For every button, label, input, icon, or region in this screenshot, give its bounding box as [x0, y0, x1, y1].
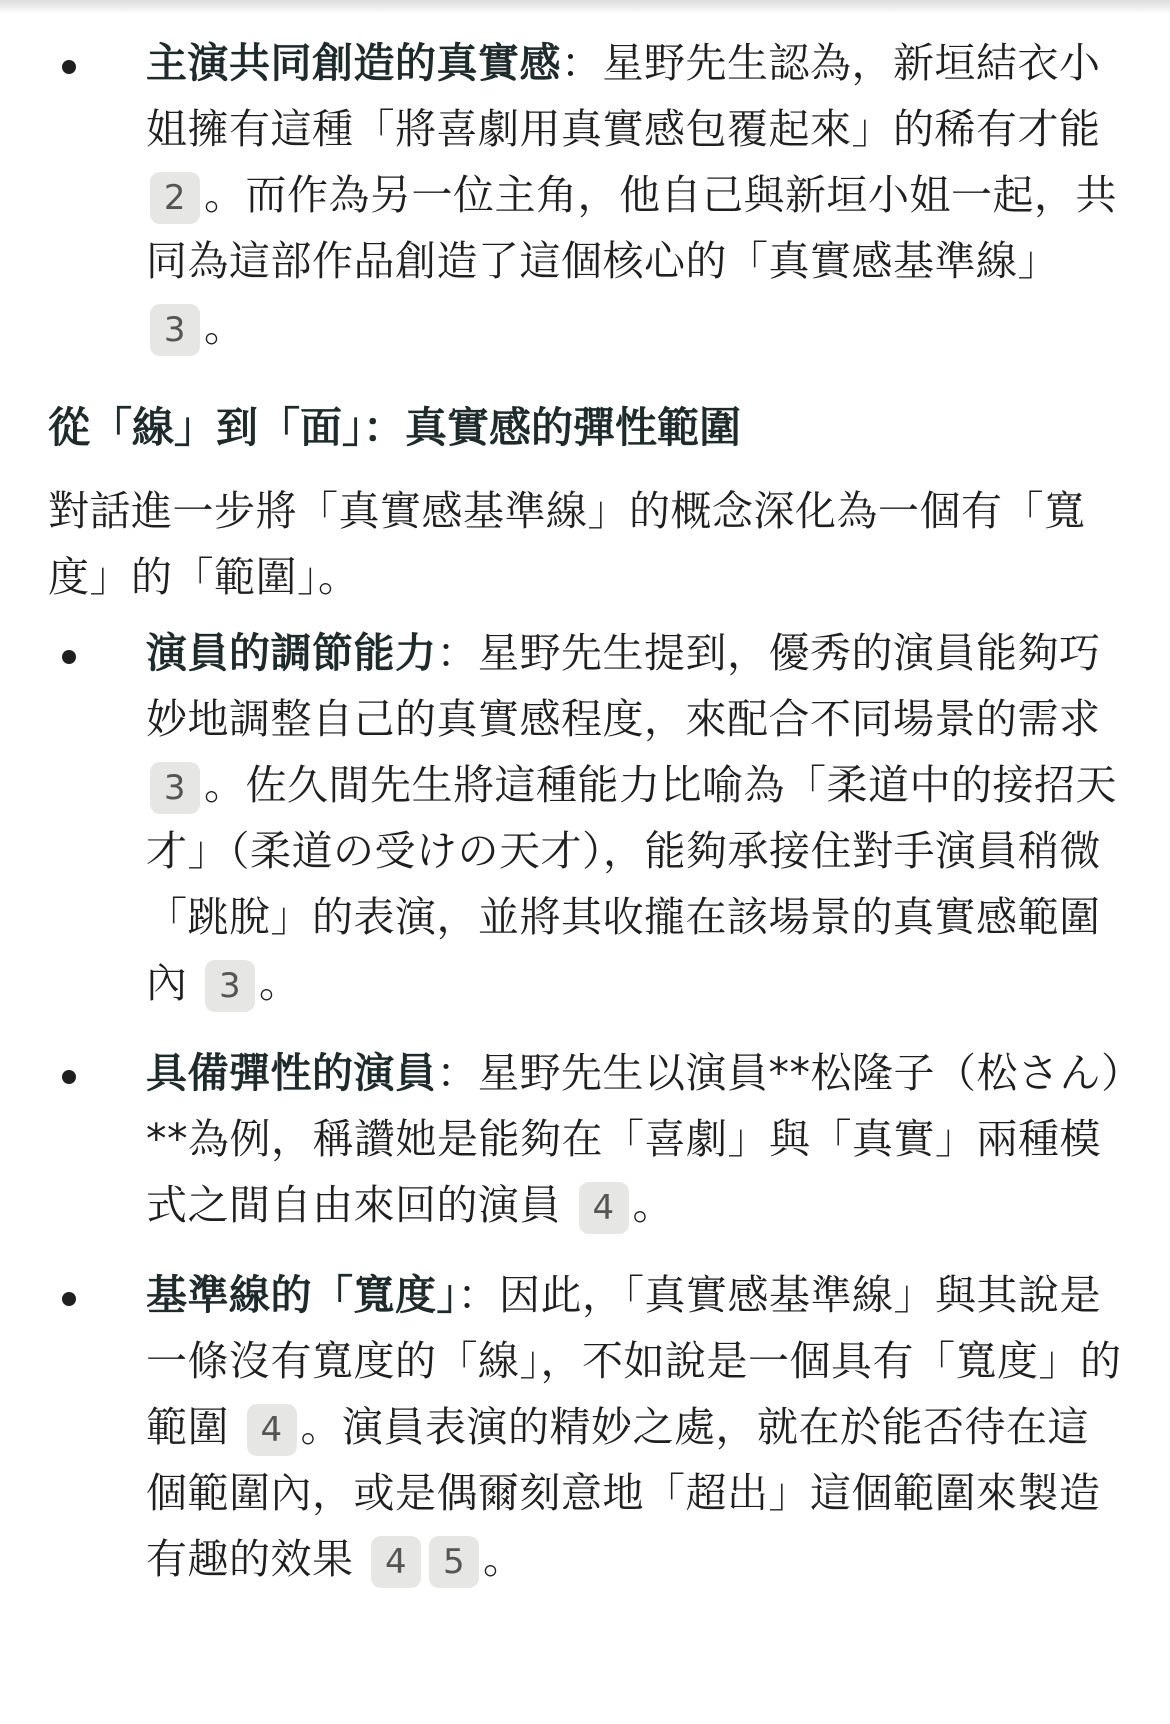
bullet-dot-icon	[62, 60, 76, 74]
citation-chip[interactable]: 4	[247, 1404, 297, 1456]
bullet-dot-icon	[62, 1292, 76, 1306]
bullet-text: ：因此，「真實感基準線」與其說是一條沒有寬度的「線」，不如說是一個具有「寬度」的範圍	[146, 1271, 1122, 1451]
bullet-list	[48, 620, 1128, 1592]
citation-chip[interactable]: 2	[150, 172, 200, 224]
bullet-item-flexible-actor	[48, 1040, 1128, 1238]
bullet-lead: 主演共同創造的真實感	[146, 39, 561, 87]
bullet-item-adjustment-ability	[48, 620, 1128, 1016]
bullet-text: ：星野先生提到，優秀的演員能夠巧妙地調整自己的真實感程度，來配合不同場景的需求	[146, 629, 1101, 743]
bullet-text: 。	[204, 303, 246, 351]
bullet-text: 。而作為另一位主角，他自己與新垣小姐一起，共同為這部作品創造了這個核心的「真實感基準線」	[146, 171, 1117, 285]
bullet-dot-icon	[62, 650, 76, 664]
citation-chip[interactable]: 3	[150, 304, 200, 356]
bullet-text: ：星野先生以演員**松隆子（松さん）**為例，稱讚她是能夠在「喜劇」與「真實」兩種模式之間自由來回的演員	[146, 1049, 1122, 1229]
bullet-item-shared-realism	[48, 30, 1128, 360]
bullet-text: ：星野先生認為，新垣結衣小姐擁有這種「將喜劇用真實感包覆起來」的稀有才能	[146, 39, 1101, 153]
citation-chip[interactable]: 3	[150, 762, 200, 814]
bullet-text: 。	[483, 1535, 525, 1583]
citation-chip[interactable]: 5	[429, 1536, 479, 1588]
bullet-text: 。	[632, 1181, 675, 1229]
bullet-item-baseline-width	[48, 1262, 1128, 1592]
previous-content-fade	[0, 0, 1170, 14]
bullet-lead: 演員的調節能力	[146, 629, 437, 677]
bullet-text: 。	[259, 959, 301, 1007]
section-heading: 從「線」到「面」：真實感的彈性範圍	[48, 403, 742, 452]
bullet-text: 。演員表演的精妙之處，就在於能否待在這個範圍內，或是偶爾刻意地「超出」這個範圍來製造有趣的效果	[146, 1403, 1101, 1583]
intro-bullet-list	[48, 30, 1128, 360]
citation-chip[interactable]: 4	[579, 1182, 629, 1234]
citation-chip[interactable]: 4	[371, 1536, 421, 1588]
citation-chip[interactable]: 3	[205, 960, 255, 1012]
bullet-lead: 具備彈性的演員	[146, 1049, 437, 1097]
bullet-lead: 基準線的「寬度」	[146, 1271, 458, 1319]
bullet-text: 。佐久間先生將這種能力比喻為「柔道中的接招天才」（柔道の受けの天才），能夠承接住對手演員稍微「跳脫」的表演，並將其收攏在該場景的真實感範圍內	[146, 761, 1117, 1007]
section-intro-paragraph: 對話進一步將「真實感基準線」的概念深化為一個有「寬度」的「範圍」。	[48, 487, 1086, 601]
bullet-dot-icon	[62, 1070, 76, 1084]
